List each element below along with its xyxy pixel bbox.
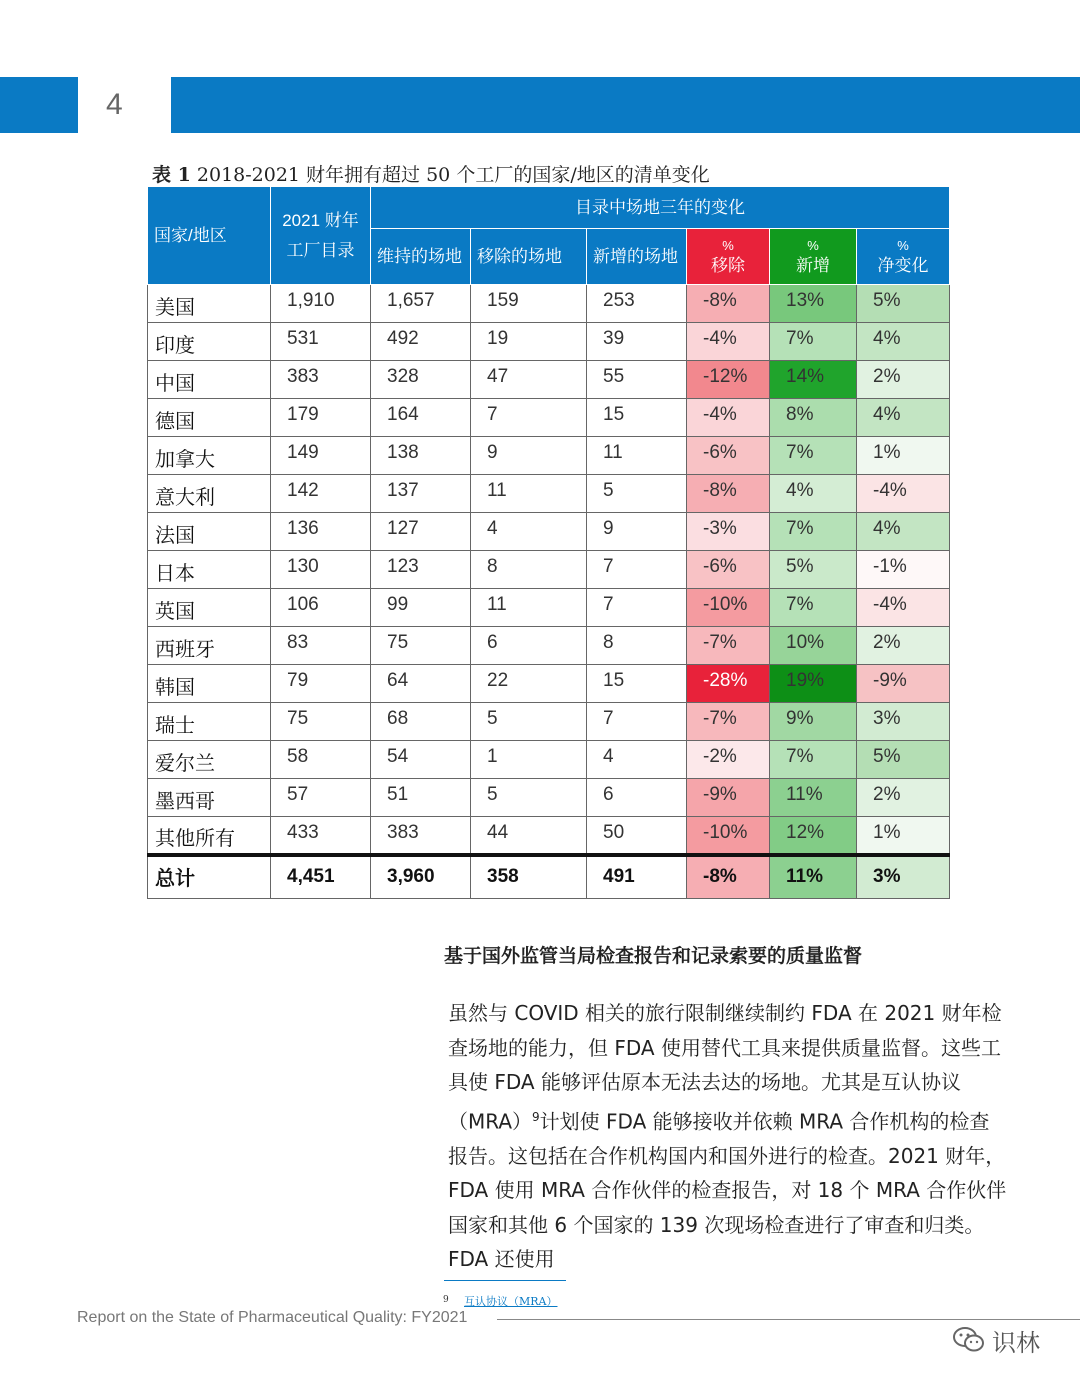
footnote-link[interactable]: 互认协议（MRA）	[464, 1295, 558, 1308]
header-removed: 移除的场地	[471, 229, 587, 285]
cell-pct-removed: -10%	[687, 817, 770, 855]
cell-country: 法国	[148, 513, 271, 551]
cell-added: 7	[587, 589, 687, 627]
cell-removed: 47	[471, 361, 587, 399]
brand-logo	[952, 1322, 1040, 1358]
cell-catalog: 142	[271, 475, 371, 513]
table-row	[148, 475, 950, 513]
cell-maintained: 68	[371, 703, 471, 741]
table-row	[148, 361, 950, 399]
cell-added: 15	[587, 399, 687, 437]
cell-maintained: 164	[371, 399, 471, 437]
cell-pct-removed: -8%	[687, 475, 770, 513]
cell-catalog: 179	[271, 399, 371, 437]
table-caption	[152, 160, 710, 187]
cell-pct-net: -1%	[857, 551, 950, 589]
cell-country: 中国	[148, 361, 271, 399]
site-inventory-table	[147, 186, 950, 899]
cell-country: 意大利	[148, 475, 271, 513]
cell-pct-added: 7%	[770, 589, 857, 627]
cell-catalog: 83	[271, 627, 371, 665]
cell-pct-net: -4%	[857, 475, 950, 513]
section-heading: 基于国外监管当局检查报告和记录索要的质量监督	[444, 945, 863, 967]
cell-maintained: 99	[371, 589, 471, 627]
cell-pct-removed: -7%	[687, 627, 770, 665]
cell-pct-removed: -2%	[687, 741, 770, 779]
cell-maintained: 1,657	[371, 285, 471, 323]
cell-catalog: 130	[271, 551, 371, 589]
cell-pct-removed: -4%	[687, 399, 770, 437]
cell-removed: 9	[471, 437, 587, 475]
cell-pct-added: 19%	[770, 665, 857, 703]
cell-catalog: 4,451	[271, 855, 371, 899]
cell-catalog: 531	[271, 323, 371, 361]
cell-removed: 22	[471, 665, 587, 703]
header-maintained: 维持的场地	[371, 229, 471, 285]
cell-removed: 159	[471, 285, 587, 323]
cell-pct-removed: -6%	[687, 551, 770, 589]
cell-pct-added: 8%	[770, 399, 857, 437]
table-row	[148, 779, 950, 817]
cell-catalog: 79	[271, 665, 371, 703]
cell-catalog: 75	[271, 703, 371, 741]
cell-country: 英国	[148, 589, 271, 627]
cell-pct-added: 11%	[770, 855, 857, 899]
footnote-divider	[444, 1280, 566, 1281]
cell-pct-removed: -8%	[687, 285, 770, 323]
cell-pct-net: 5%	[857, 741, 950, 779]
table-row	[148, 741, 950, 779]
cell-country: 德国	[148, 399, 271, 437]
cell-pct-net: 4%	[857, 323, 950, 361]
cell-added: 39	[587, 323, 687, 361]
cell-pct-net: 1%	[857, 437, 950, 475]
cell-removed: 5	[471, 779, 587, 817]
cell-added: 55	[587, 361, 687, 399]
cell-pct-net: 5%	[857, 285, 950, 323]
cell-added: 6	[587, 779, 687, 817]
cell-pct-added: 7%	[770, 323, 857, 361]
cell-maintained: 75	[371, 627, 471, 665]
header-band-left	[0, 77, 78, 133]
table-row	[148, 399, 950, 437]
cell-added: 4	[587, 741, 687, 779]
footnote-ref[interactable]: 9	[532, 1109, 540, 1124]
cell-pct-added: 7%	[770, 741, 857, 779]
cell-removed: 4	[471, 513, 587, 551]
cell-pct-net: -9%	[857, 665, 950, 703]
cell-pct-added: 4%	[770, 475, 857, 513]
cell-removed: 11	[471, 475, 587, 513]
table-row	[148, 437, 950, 475]
cell-maintained: 138	[371, 437, 471, 475]
header-group: 目录中场地三年的变化	[371, 187, 950, 229]
cell-pct-added: 10%	[770, 627, 857, 665]
table-row	[148, 817, 950, 855]
cell-pct-added: 9%	[770, 703, 857, 741]
cell-maintained: 127	[371, 513, 471, 551]
cell-catalog: 106	[271, 589, 371, 627]
cell-catalog: 433	[271, 817, 371, 855]
cell-pct-net: 2%	[857, 779, 950, 817]
cell-catalog: 149	[271, 437, 371, 475]
cell-pct-removed: -3%	[687, 513, 770, 551]
header-pct-removed: % 移除	[687, 229, 770, 285]
header-pct-added: % 新增	[770, 229, 857, 285]
cell-pct-added: 7%	[770, 513, 857, 551]
cell-maintained: 383	[371, 817, 471, 855]
cell-pct-removed: -8%	[687, 855, 770, 899]
cell-maintained: 137	[371, 475, 471, 513]
cell-removed: 44	[471, 817, 587, 855]
cell-pct-net: 3%	[857, 703, 950, 741]
footer-report-title: Report on the State of Pharmaceutical Quality: FY2021	[77, 1309, 468, 1326]
cell-added: 253	[587, 285, 687, 323]
cell-pct-removed: -10%	[687, 589, 770, 627]
cell-pct-net: 4%	[857, 513, 950, 551]
cell-country: 印度	[148, 323, 271, 361]
cell-pct-removed: -28%	[687, 665, 770, 703]
cell-removed: 5	[471, 703, 587, 741]
cell-pct-removed: -7%	[687, 703, 770, 741]
cell-country: 美国	[148, 285, 271, 323]
cell-country: 墨西哥	[148, 779, 271, 817]
cell-pct-removed: -4%	[687, 323, 770, 361]
cell-pct-added: 11%	[770, 779, 857, 817]
cell-added: 5	[587, 475, 687, 513]
wechat-icon	[952, 1325, 986, 1355]
cell-pct-net: -4%	[857, 589, 950, 627]
cell-added: 491	[587, 855, 687, 899]
header-catalog: 2021 财年 工厂目录	[271, 187, 371, 285]
cell-removed: 358	[471, 855, 587, 899]
cell-country: 韩国	[148, 665, 271, 703]
footnote-number: 9	[443, 1295, 449, 1305]
cell-pct-added: 7%	[770, 437, 857, 475]
cell-country: 加拿大	[148, 437, 271, 475]
header-added: 新增的场地	[587, 229, 687, 285]
cell-removed: 19	[471, 323, 587, 361]
cell-added: 50	[587, 817, 687, 855]
cell-catalog: 383	[271, 361, 371, 399]
cell-country: 总计	[148, 855, 271, 899]
cell-maintained: 123	[371, 551, 471, 589]
header-band-right	[171, 77, 1080, 133]
cell-pct-net: 2%	[857, 361, 950, 399]
cell-country: 日本	[148, 551, 271, 589]
cell-country: 瑞士	[148, 703, 271, 741]
cell-country: 其他所有	[148, 817, 271, 855]
cell-maintained: 54	[371, 741, 471, 779]
cell-removed: 8	[471, 551, 587, 589]
page-number: 4	[106, 88, 123, 121]
cell-pct-added: 14%	[770, 361, 857, 399]
cell-added: 7	[587, 703, 687, 741]
cell-pct-added: 13%	[770, 285, 857, 323]
table-caption-label: 表 1	[152, 164, 191, 186]
table-row	[148, 551, 950, 589]
header-pct-net: % 净变化	[857, 229, 950, 285]
cell-removed: 11	[471, 589, 587, 627]
table-row	[148, 323, 950, 361]
cell-maintained: 3,960	[371, 855, 471, 899]
cell-pct-removed: -9%	[687, 779, 770, 817]
cell-country: 爱尔兰	[148, 741, 271, 779]
cell-pct-added: 12%	[770, 817, 857, 855]
table-caption-text: 2018-2021 财年拥有超过 50 个工厂的国家/地区的清单变化	[196, 164, 710, 186]
cell-catalog: 58	[271, 741, 371, 779]
cell-pct-net: 1%	[857, 817, 950, 855]
cell-country: 西班牙	[148, 627, 271, 665]
cell-maintained: 492	[371, 323, 471, 361]
cell-catalog: 57	[271, 779, 371, 817]
cell-maintained: 64	[371, 665, 471, 703]
table-row	[148, 285, 950, 323]
cell-catalog: 1,910	[271, 285, 371, 323]
table-row	[148, 589, 950, 627]
cell-removed: 7	[471, 399, 587, 437]
cell-removed: 6	[471, 627, 587, 665]
cell-maintained: 51	[371, 779, 471, 817]
cell-added: 8	[587, 627, 687, 665]
header-country: 国家/地区	[148, 187, 271, 285]
cell-removed: 1	[471, 741, 587, 779]
body-paragraph: 虽然与 COVID 相关的旅行限制继续制约 FDA 在 2021 财年检查场地的能力，但 FDA 使用替代工具来提供质量监督。这些工具使 FDA 能够评估原本无法去达的场地。尤其是互认协议（MRA）$^9$计划使 FDA 能够接收并依赖 MRA 合作机构的检查报告。这包括在合作机构国内和国外进行的检查。2021 财年，FDA 使用 MRA 合作伙伴的检查报告，对 18 个 MRA 合作伙伴国家和其他 6 个国家的 139 次现场检查进行了审查和归类。FDA 还使用	[448, 1001, 1007, 1272]
cell-catalog: 136	[271, 513, 371, 551]
cell-added: 11	[587, 437, 687, 475]
cell-pct-removed: -12%	[687, 361, 770, 399]
brand-name: 识林	[992, 1328, 1040, 1357]
table-row	[148, 703, 950, 741]
cell-pct-removed: -6%	[687, 437, 770, 475]
cell-added: 9	[587, 513, 687, 551]
cell-added: 7	[587, 551, 687, 589]
cell-pct-added: 5%	[770, 551, 857, 589]
cell-maintained: 328	[371, 361, 471, 399]
cell-pct-net: 3%	[857, 855, 950, 899]
footer-divider	[497, 1319, 1080, 1320]
cell-pct-net: 2%	[857, 627, 950, 665]
table-row	[148, 665, 950, 703]
table-total-row	[148, 855, 950, 899]
table-row	[148, 513, 950, 551]
cell-added: 15	[587, 665, 687, 703]
cell-pct-net: 4%	[857, 399, 950, 437]
table-row	[148, 627, 950, 665]
